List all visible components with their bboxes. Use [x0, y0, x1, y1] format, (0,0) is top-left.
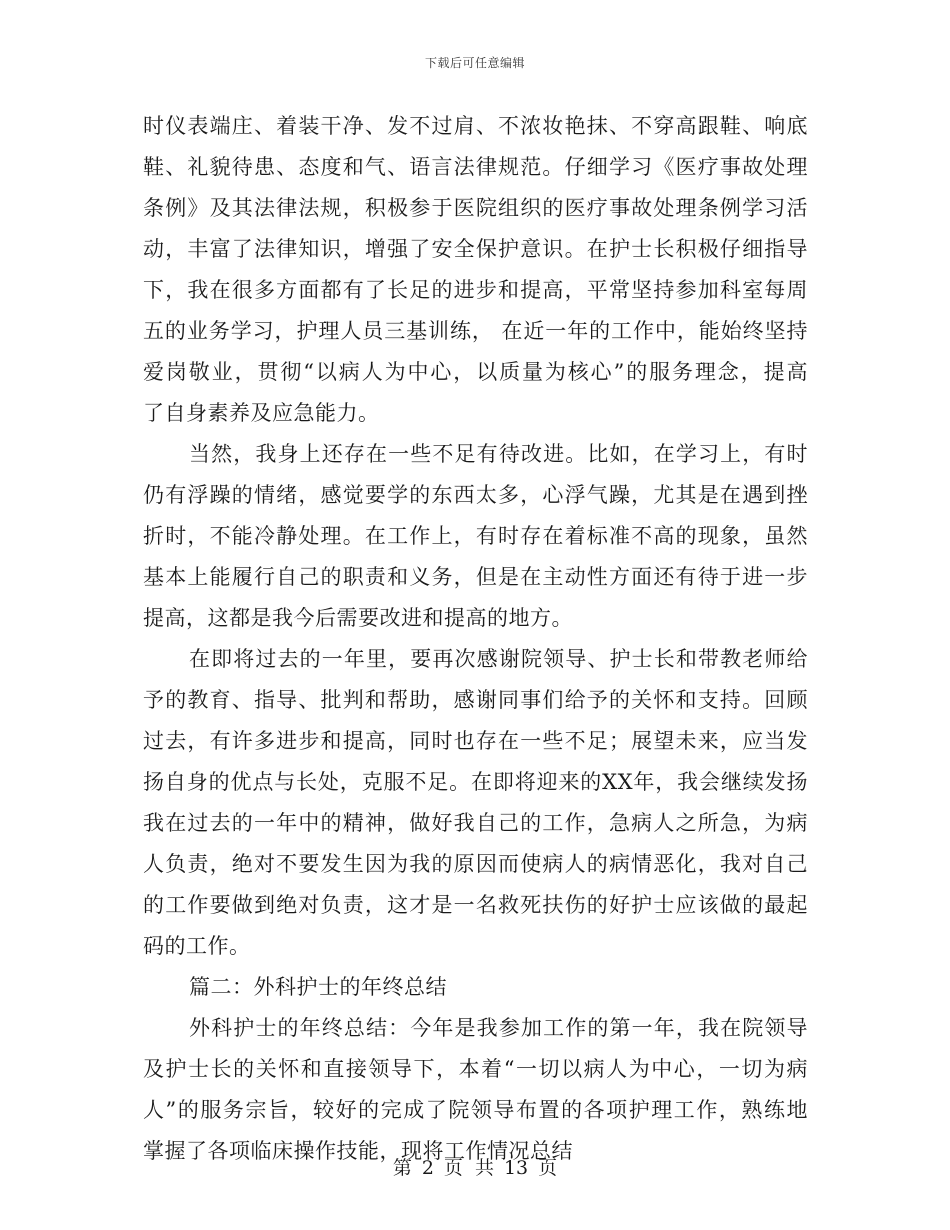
text-line: 过去，有许多进步和提高，同时也存在一些不足；展望未来，应当发	[143, 729, 808, 753]
text-line: 码的工作。	[143, 934, 251, 958]
footer-suffix: 页	[538, 1157, 558, 1179]
text-line: 扬自身的优点与长处，克服不足。在即将迎来的XX年，我会继续发扬	[143, 770, 808, 794]
paragraph	[143, 639, 808, 967]
text-line: 予的教育、指导、批判和帮助，感谢同事们给予的关怀和支持。回顾	[143, 688, 808, 712]
text-line: 五的业务学习，护理人员三基训练， 在近一年的工作中，能始终坚持	[143, 319, 808, 343]
text-line: 鞋、礼貌待患、态度和气、语言法律规范。仔细学习《医疗事故处理	[143, 155, 808, 179]
text-line: 及护士长的关怀和直接领导下，本着“一切以病人为中心，一切为病	[143, 1057, 808, 1081]
footer-middle: 页 共	[443, 1157, 494, 1179]
text-line: 外科护士的年终总结：今年是我参加工作的第一年，我在院领导	[189, 1016, 808, 1040]
paragraph	[143, 1008, 808, 1172]
text-line: 我在过去的一年中的精神，做好我自己的工作，急病人之所急，为病	[143, 811, 808, 835]
text-line: 动，丰富了法律知识，增强了安全保护意识。在护士长积极仔细指导	[143, 237, 808, 261]
paragraph	[143, 434, 808, 639]
text-line: 篇二：外科护士的年终总结	[189, 975, 447, 999]
text-line: 仍有浮躁的情绪，感觉要学的东西太多，心浮气躁，尤其是在遇到挫	[143, 483, 808, 507]
text-line: 折时，不能冷静处理。在工作上，有时存在着标准不高的现象，虽然	[143, 524, 808, 548]
text-line: 了自身素养及应急能力。	[143, 401, 380, 425]
paragraph	[143, 106, 808, 434]
text-line: 时仪表端庄、着装干净、发不过肩、不浓妆艳抹、不穿高跟鞋、响底	[143, 114, 808, 138]
total-pages-number: 13	[503, 1157, 529, 1179]
document-body	[143, 106, 808, 1172]
current-page-number: 2	[421, 1157, 434, 1179]
text-line: 基本上能履行自己的职责和义务，但是在主动性方面还有待于进一步	[143, 565, 808, 589]
text-line: 人负责，绝对不要发生因为我的原因而使病人的病情恶化，我对自己	[143, 852, 808, 876]
header-note: 下载后可任意编辑	[424, 56, 525, 70]
text-line: 当然，我身上还存在一些不足有待改进。比如，在学习上，有时	[189, 442, 808, 466]
text-line: 人”的服务宗旨，较好的完成了院领导布置的各项护理工作，熟练地	[143, 1098, 808, 1122]
text-line: 的工作要做到绝对负责，这才是一名救死扶伤的好护士应该做的最起	[143, 893, 808, 917]
text-line: 在即将过去的一年里，要再次感谢院领导、护士长和带教老师给	[189, 647, 808, 671]
text-line: 提高，这都是我今后需要改进和提高的地方。	[143, 606, 573, 630]
text-line: 掌握了各项临床操作技能，现将工作情况总结	[143, 1139, 573, 1163]
page-footer	[0, 1153, 950, 1180]
text-line: 条例》及其法律法规，积极参于医院组织的医疗事故处理条例学习活	[143, 196, 808, 220]
text-line: 下，我在很多方面都有了长足的进步和提高，平常坚持参加科室每周	[143, 278, 808, 302]
paragraph	[143, 967, 808, 1008]
text-line: 爱岗敬业，贯彻“以病人为中心，以质量为核心”的服务理念，提高	[143, 360, 808, 384]
footer-prefix: 第	[392, 1157, 412, 1179]
